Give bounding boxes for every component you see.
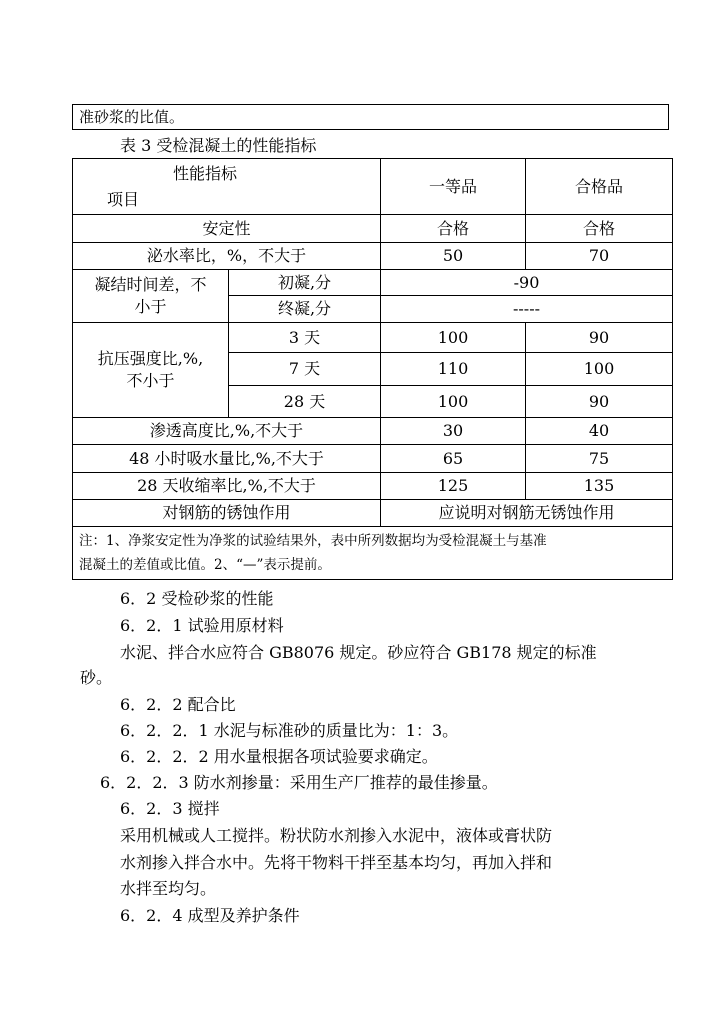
diagonal-header-cell xyxy=(73,159,381,215)
cell-qualified: 135 xyxy=(526,473,673,500)
merged-value: 应说明对钢筋无锈蚀作用 xyxy=(381,500,673,527)
paragraph-line: 水泥、拌合水应符合 GB8076 规定。砂应符合 GB178 规定的标准 xyxy=(120,643,597,662)
cell-first: 100 xyxy=(381,323,526,353)
age-label: 7 天 xyxy=(229,353,381,386)
cell-qualified: 90 xyxy=(526,386,673,418)
fragment-text: 准砂浆的比值。 xyxy=(79,108,185,126)
cell-qualified: 90 xyxy=(526,323,673,353)
header-item: 项目 xyxy=(107,189,140,209)
cell-qualified: 70 xyxy=(526,243,673,270)
table-header-row xyxy=(73,159,673,215)
cell-first: 110 xyxy=(381,353,526,386)
section-heading-6-2-2-2: 6．2．2．2 用水量根据各项试验要求确定。 xyxy=(120,747,438,766)
section-heading-6-2: 6．2 受检砂浆的性能 xyxy=(120,589,274,608)
age-label: 28 天 xyxy=(229,386,381,418)
section-heading-6-2-2-1: 6．2．2．1 水泥与标准砂的质量比为：1：3。 xyxy=(120,721,459,740)
table-row xyxy=(73,215,673,243)
cell-qualified: 100 xyxy=(526,353,673,386)
row-label: 泌水率比，%，不大于 xyxy=(73,243,381,270)
cell-qualified: 40 xyxy=(526,418,673,445)
table-note-row xyxy=(73,527,673,580)
paragraph-line: 水剂掺入拌合水中。先将干物料干拌至基本均匀，再加入拌和 xyxy=(120,853,553,872)
table-row xyxy=(73,243,673,270)
paragraph-line: 水拌至均匀。 xyxy=(120,879,217,898)
section-heading-6-2-3: 6．2．3 搅拌 xyxy=(120,799,220,818)
cell-first: 100 xyxy=(381,386,526,418)
merged-value: ----- xyxy=(381,296,673,323)
previous-table-fragment xyxy=(72,104,669,130)
row-label: 渗透高度比,%,不大于 xyxy=(73,418,381,445)
row-label: 48 小时吸水量比,%,不大于 xyxy=(73,445,381,473)
header-first-grade: 一等品 xyxy=(381,159,526,215)
paragraph-line: 采用机械或人工搅拌。粉状防水剂掺入水泥中，液体或膏状防 xyxy=(120,826,553,845)
sub-label: 终凝,分 xyxy=(229,296,381,323)
row-label: 安定性 xyxy=(73,215,381,243)
cell-first: 30 xyxy=(381,418,526,445)
table-row xyxy=(73,500,673,527)
sub-label: 初凝,分 xyxy=(229,270,381,296)
section-heading-6-2-2-3: 6．2．2．3 防水剂掺量：采用生产厂推荐的最佳掺量。 xyxy=(100,773,498,792)
header-qualified: 合格品 xyxy=(526,159,673,215)
diagonal-divider xyxy=(73,160,380,214)
section-heading-6-2-2: 6．2．2 配合比 xyxy=(120,695,236,714)
cell-qualified: 75 xyxy=(526,445,673,473)
table-note: 注：1、净浆安定性为净浆的试验结果外，表中所列数据均为受检混凝土与基准 混凝土的差值或比值。2、“—”表示提前。 xyxy=(73,527,673,580)
row-label: 28 天收缩率比,%,不大于 xyxy=(73,473,381,500)
section-heading-6-2-1: 6．2．1 试验用原材料 xyxy=(120,616,284,635)
cell-first: 50 xyxy=(381,243,526,270)
table-row xyxy=(73,418,673,445)
merged-value: -90 xyxy=(381,270,673,296)
header-indicator: 性能指标 xyxy=(173,163,238,183)
section-heading-6-2-4: 6．2．4 成型及养护条件 xyxy=(120,906,300,925)
performance-table xyxy=(72,158,673,580)
table-row xyxy=(73,445,673,473)
table-caption: 表 3 受检混凝土的性能指标 xyxy=(120,136,317,155)
setting-group-label: 凝结时间差，不 小于 xyxy=(73,270,229,323)
table-row xyxy=(73,473,673,500)
paragraph-line: 砂。 xyxy=(80,668,113,687)
cell-first: 125 xyxy=(381,473,526,500)
row-label: 对钢筋的锈蚀作用 xyxy=(73,500,381,527)
table-row xyxy=(73,323,673,353)
cell-first: 65 xyxy=(381,445,526,473)
compressive-group-label: 抗压强度比,%, 不小于 xyxy=(73,323,229,418)
cell-qualified: 合格 xyxy=(526,215,673,243)
cell-first: 合格 xyxy=(381,215,526,243)
table-row xyxy=(73,270,673,296)
age-label: 3 天 xyxy=(229,323,381,353)
